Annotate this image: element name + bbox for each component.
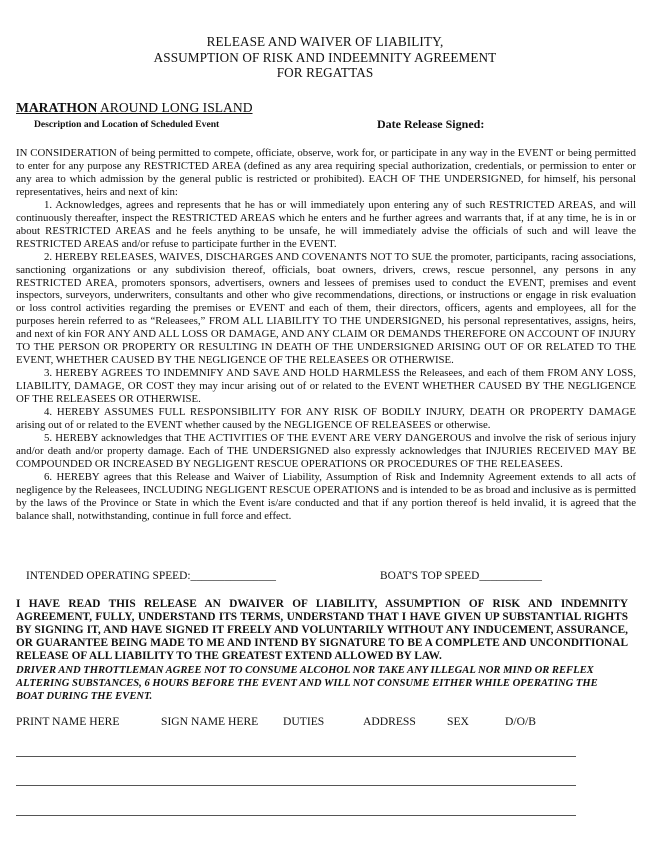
event-name-bold: MARATHON: [16, 100, 98, 115]
clause-1: 1. Acknowledges, agrees and represents that he has or will immediately upon entering any of such RESTRICTED AREAS, and will continuously thereafter, inspect the RESTRICTED AREAS which he enters and he further agrees and warrants that, if at any time, he is in or about RESTRICTED AREAS and he feels anything to be unsafe, he will immediately advise the officials of such and will leave the RESTRICTED AREAS and/or refuse to participate further in the EVENT.: [16, 198, 636, 250]
acknowledgement-statement: I HAVE READ THIS RELEASE AN DWAIVER OF LIABILITY, ASSUMPTION OF RISK AND INDEMNITY AGREEMENT, FULLY, UNDERSTAND ITS TERMS, UNDERSTAND THAT I HAVE GIVEN UP SUBSTANTIAL RIGHTS BY SIGNING IT, AND HAVE SIGNED IT FREELY AND VOLUNTARILY WITHOUT ANY INDUCEMENT, ASSURANCE, OR GUARANTEE BEING MADE TO ME AND INTEND BY SIGNATURE TO BE A COMPLETE AND UNCONDITIONAL RELEASE OF ALL LIABILITY TO THE GREATEST EXTEND ALLOWED BY LAW.: [16, 598, 628, 663]
document-title: [0, 34, 650, 81]
intended-operating-speed-field[interactable]: INTENDED OPERATING SPEED:_______________: [26, 570, 276, 582]
signature-line-2[interactable]: [16, 785, 576, 786]
column-dob: D/O/B: [505, 715, 536, 728]
column-sex: SEX: [447, 715, 469, 728]
clause-4: 4. HEREBY ASSUMES FULL RESPONSIBILITY FOR ANY RISK OF BODILY INJURY, DEATH OR PROPERTY DAMAGE arising out of or related to the EVENT whether caused by the NEGLIGENCE OF RELEASEES or otherwise.: [16, 406, 636, 432]
clause-5: 5. HEREBY acknowledges that THE ACTIVITIES OF THE EVENT ARE VERY DANGEROUS and involve the risk of serious injury and/or death and/or property damage. Each of THE UNDERSIGNED also expressly acknowledges that INJURIES RECEIVED MAY BE COMPOUNDED OR INCREASED BY NEGLIGENT RESCUE OPERATIONS OR PROCEDURES OF THE RELEASEES.: [16, 431, 636, 470]
agreement-body: [16, 147, 636, 523]
title-line-3: FOR REGATTAS: [276, 65, 374, 80]
title-line-1: RELEASE AND WAIVER OF LIABILITY,: [206, 34, 444, 49]
event-description-label: Description and Location of Scheduled Event: [34, 119, 220, 130]
event-name: [16, 100, 253, 116]
event-name-rest: AROUND LONG ISLAND: [97, 100, 253, 115]
signature-line-1[interactable]: [16, 756, 576, 757]
boat-top-speed-field[interactable]: BOAT'S TOP SPEED___________: [380, 570, 542, 582]
clause-2: 2. HEREBY RELEASES, WAIVES, DISCHARGES AND COVENANTS NOT TO SUE the promoter, participants, racing associations, sanctioning organizations or any subdivision thereof, officials, boat owners, drivers, crews, rescue personnel, any persons in any RESTRICTED AREA, promoters sponsors, advertisers, owners and lessees of premises used to conduct the EVENT, premises and event inspectors, surveyors, underwriters, consultants and other who give recommendations, directions, or instructions or engage in risk evaluation or loss control activities regarding the premises or EVENT and each of them, their directors, officers, agents and employees, all for the purposes herein referred to as “Releasees,” FROM ALL LIABILITY TO THE UNDERSIGNED, his personal representatives, assigns, heirs, and next of kin FOR ANY AND ALL LOSS OR DAMAGE, AND ANY CLAIM OR DEMANDS THEREFORE ON ACCOUNT OF INJURY TO THE PERSON OR PROPERTY OR RESULTING IN DEATH OF THE UNDERSIGNED ARISING OUT OF OR RELATED TO THE EVENT, WHETHER CAUSED BY THE NEGLIGENCE OF THE RELEASEES OR OTHERWISE.: [16, 250, 636, 367]
clause-3: 3. HEREBY AGREES TO INDEMNIFY AND SAVE AND HOLD HARMLESS the Releasees, and each of them FROM ANY LOSS, LIABILITY, DAMAGE, OR COST they may incur arising out of or related to the EVENT WHETHER CAUSED BY THE NEGLIGENCE OF THE RELEASEES OR OTHERWISE.: [16, 367, 636, 406]
column-sign-name: SIGN NAME HERE: [161, 715, 259, 728]
column-print-name: PRINT NAME HERE: [16, 715, 120, 728]
column-address: ADDRESS: [363, 715, 416, 728]
title-line-2: ASSUMPTION OF RISK AND INDEEMNITY AGREEMENT: [153, 49, 497, 65]
signature-table-header: [0, 715, 650, 731]
intro-paragraph: IN CONSIDERATION of being permitted to compete, officiate, observe, work for, or participate in any way in the EVENT or being permitted to enter for any purpose any RESTRICTED AREA (defined as any area requiring special authorization, credentials, or permission to enter or any area to which admission by the general public is restricted or prohibited). EACH OF THE UNDERSIGNED, for himself, his personal representatives, heirs and next of kin:: [16, 147, 636, 198]
date-release-signed-label: Date Release Signed:: [377, 117, 485, 131]
clause-6: 6. HEREBY agrees that this Release and Waiver of Liability, Assumption of Risk and Indemnity Agreement extends to all acts of negligence by the Releasees, INCLUDING NEGLIGENT RESCUE OPERATIONS and is intended to be as broad and inclusive as is permitted by the laws of the Province or State in which the Event is/are conducted and that if any portion thereof is held invalid, it is agreed that the balance shall, notwithstanding, continue in full force and effect.: [16, 470, 636, 522]
signature-line-3[interactable]: [16, 815, 576, 816]
alcohol-clause: DRIVER AND THROTTLEMAN AGREE NOT TO CONSUME ALCOHOL NOR TAKE ANY ILLEGAL NOR MIND OR REFLEX ALTERING SUBSTANCES, 6 HOURS BEFORE THE EVENT AND WILL NOT CONSUME EITHER WHILE OPERATING THE BOAT DURING THE EVENT.: [16, 665, 598, 703]
column-duties: DUTIES: [283, 715, 325, 728]
